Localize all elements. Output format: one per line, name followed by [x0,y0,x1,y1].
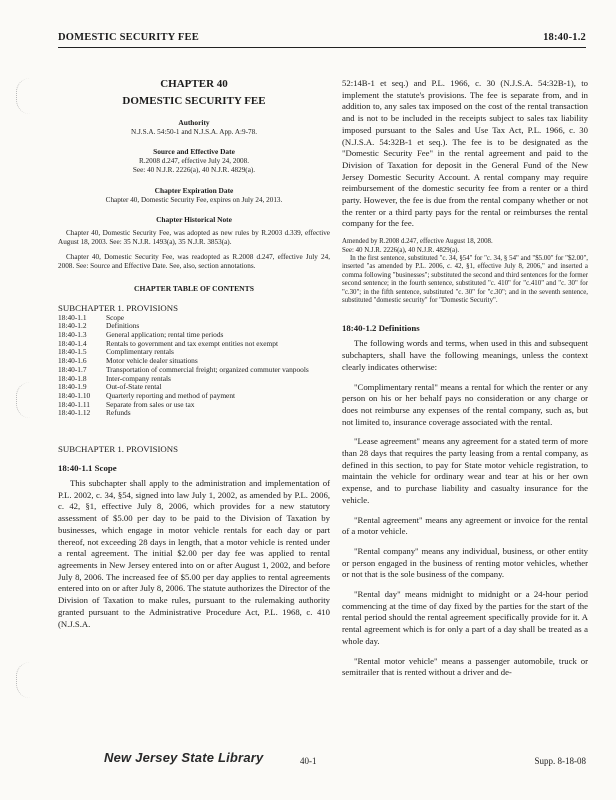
definition-item: "Complimentary rental" means a rental for which the renter or any person on his or her behalf pays no consideration or any charge or does not reimburse any expenses of the rental company, such as, but not limited to, insurance coverage associated with the rental. [342,381,588,427]
section-heading-definitions: 18:40-1.2 Definitions [342,323,420,334]
section-heading-scope: 18:40-1.1 Scope [58,463,117,474]
toc-item: 18:40-1.12 Refunds [58,408,131,418]
definition-item: "Rental motor vehicle" means a passenger automobile, truck or semitrailer that is rented without a driver and de- [342,655,588,678]
source-heading: Source and Effective Date [153,147,235,157]
running-head-title: DOMESTIC SECURITY FEE [58,32,199,43]
chapter-heading [58,78,330,108]
running-head [58,32,586,46]
definition-item: "Rental day" means midnight to midnight or a 24-hour period commencing at the time of day fixed by the parties for the start of the rental period should the rental agreement specifically provide for it. A rental agreement which is for only a part of a day shall be treated as a whole day. [342,589,588,646]
source-block [58,147,330,175]
toc-subchapter: SUBCHAPTER 1. PROVISIONS [58,302,179,313]
supplement-date: Supp. 8-18-08 [534,756,586,766]
toc-heading: CHAPTER TABLE OF CONTENTS [134,283,254,293]
amendment-note [342,238,588,305]
subchapter-title: SUBCHAPTER 1. PROVISIONS [58,444,179,455]
source-text-2: See: 40 N.J.R. 2226(a), 40 N.J.R. 4829(a). [132,166,256,175]
toc-item: 18:40-1.11 Separate from sales or use tax [58,399,195,409]
toc-item: 18:40-1.1 Scope [58,312,125,322]
history-paragraph: Chapter 40, Domestic Security Fee, was readopted as R.2008 d.247, effective July 24, 2008. See: Source and Effective Date. See, also, section annotations. [58,253,330,271]
page-number: 40-1 [300,756,317,766]
authority-heading: Authority [178,118,210,127]
toc-item: 18:40-1.7 Transportation of commercial freight; organized commuter vanpools [58,364,309,374]
source-text-1: R.2008 d.247, effective July 24, 2008. [138,157,250,166]
definitions-intro: The following words and terms, when used in this and subsequent subchapters, shall have the following meanings, unless the context clearly indicates otherwise: [342,338,588,372]
running-head-section: 18:40-1.2 [543,32,586,43]
right-column [342,78,588,679]
definition-item: "Rental agreement" means any agreement or invoice for the rental of a motor vehicle. [342,514,588,537]
definition-item: "Rental company" means any individual, business, or other entity or person engaged in the business of renting motor vehicles, whether or not that is the sole business of the company. [342,545,588,580]
punch-hole-mark [16,78,33,114]
punch-hole-mark [16,382,33,418]
amendment-note-text: In the first sentence, substituted "c. 34, §54" for "c. 34, § 54" and "$5.00" for "$2.00", inserted "as amended by P.L. 2006, c. 42, §1, effective July 8, 2006," and inserted a comma following "businesses"; substituted the second and third sentences for the former second sentence; in the fourth sentence, substituted "c. 410" for "c.410" and "c. 30" for "c.30"; in the fifth sentence, substituted "c. 30" for "c.30"; and in the seventh sentence, substituted "domestic security" for "Domestic Security". [342,254,588,304]
header-rule [58,47,586,48]
authority-text: N.J.S.A. 54:50-1 and N.J.S.A. App. A:9-78. [131,128,257,136]
definitions-section [342,323,588,679]
toc-item: 18:40-1.9 Out-of-State rental [58,382,162,392]
expiration-block [58,186,330,205]
amendment-note-line: Amended by R.2008 d.247, effective August 18, 2008. [342,238,493,246]
scope-paragraph: This subchapter shall apply to the administration and implementation of P.L. 2002, c. 34, §54, signed into law July 1, 2002, as amended by P.L. 2006, c. 42, §1, effective July 8, 2006, which provides for a new statutory assessment of $5.00 per day to be paid to the Division of Taxation by businesses, which engage in motor vehicle rentals for each day or part thereof, not exceeding 28 days in length, that a motor vehicle is rented under a rental agreement. The initial $2.00 per day fee was applied to rental agreements in New Jersey entered into on or after August 1, 2002, and before July 8, 2006. The increased fee of $5.00 per day applies to rental agreements entered into on or after July 8, 2006. The statute authorizes the Director of the Division of Taxation to make rules, pursuant to the rulemaking authority granted pursuant to the Administrative Procedure Act, P.L. 1968, c. 410 (N.J.S.A. [58,478,330,629]
history-heading: Chapter Historical Note [156,214,232,224]
toc-list [58,314,330,418]
expiration-text: Chapter 40, Domestic Security Fee, expires on July 24, 2013. [105,195,283,204]
authority-block [58,118,330,137]
chapter-name: DOMESTIC SECURITY FEE [122,95,266,107]
history-paragraph: Chapter 40, Domestic Security Fee, was adopted as new rules by R.2003 d.339, effective August 18, 2003. See: 35 N.J.R. 1493(a), 35 N.J.R. 3853(a). [58,228,330,247]
toc-item: 18:40-1.10 Quarterly reporting and method of payment [58,390,236,400]
history-block [58,215,330,272]
toc-item: 18:40-1.3 General application; rental time periods [58,330,224,340]
chapter-number: CHAPTER 40 [160,78,228,90]
punch-hole-mark [16,662,33,698]
toc-item: 18:40-1.8 Inter-company rentals [58,373,171,383]
toc-item: 18:40-1.2 Definitions [58,321,140,331]
left-column [58,78,330,630]
expiration-heading: Chapter Expiration Date [154,185,234,195]
scope-paragraph-continued: 52:14B-1 et seq.) and P.L. 1966, c. 30 (N.J.S.A. 54:32B-1), to implement the statute's provisions. The fee is separate from, and in addition to, any sales tax imposed on the cost of the rental transaction and is not to be included in the receipts subject to sales tax liability imposed pursuant to the Sales and Use Tax Act, P.L. 1966, c. 30 (N.J.S.A. 54:32B-1 et seq.). The fee is to be designated as the "Domestic Security Fee" in the rental agreement and paid to the Division of Taxation for deposit in the General Fund of the New Jersey Domestic Security Account. A rental company may require reimbursement of the domestic security fee from a renter or a third party. However, the fee is due from the rental company whether or not the renter or a third party pays for the rental or reimburses the rental company for the fee. [342,78,588,229]
toc-item: 18:40-1.6 Motor vehicle dealer situations [58,356,198,366]
amendment-note-line: See: 40 N.J.R. 2226(a), 40 N.J.R. 4829(a). [342,246,460,254]
toc-item: 18:40-1.4 Rentals to government and tax exempt entities not exempt [58,338,278,348]
library-logo: New Jersey State Library [104,750,264,765]
definition-item: "Lease agreement" means any agreement for a stated term of more than 28 days that requires the party leasing from a rental company, as defined in this section, to pay for State motor vehicle registration, to maintain the vehicle for ordinary wear and tear at his or her own expense, and to purchase liability and casualty insurance for the vehicle. [342,436,588,505]
toc-item: 18:40-1.5 Complimentary rentals [58,347,174,357]
